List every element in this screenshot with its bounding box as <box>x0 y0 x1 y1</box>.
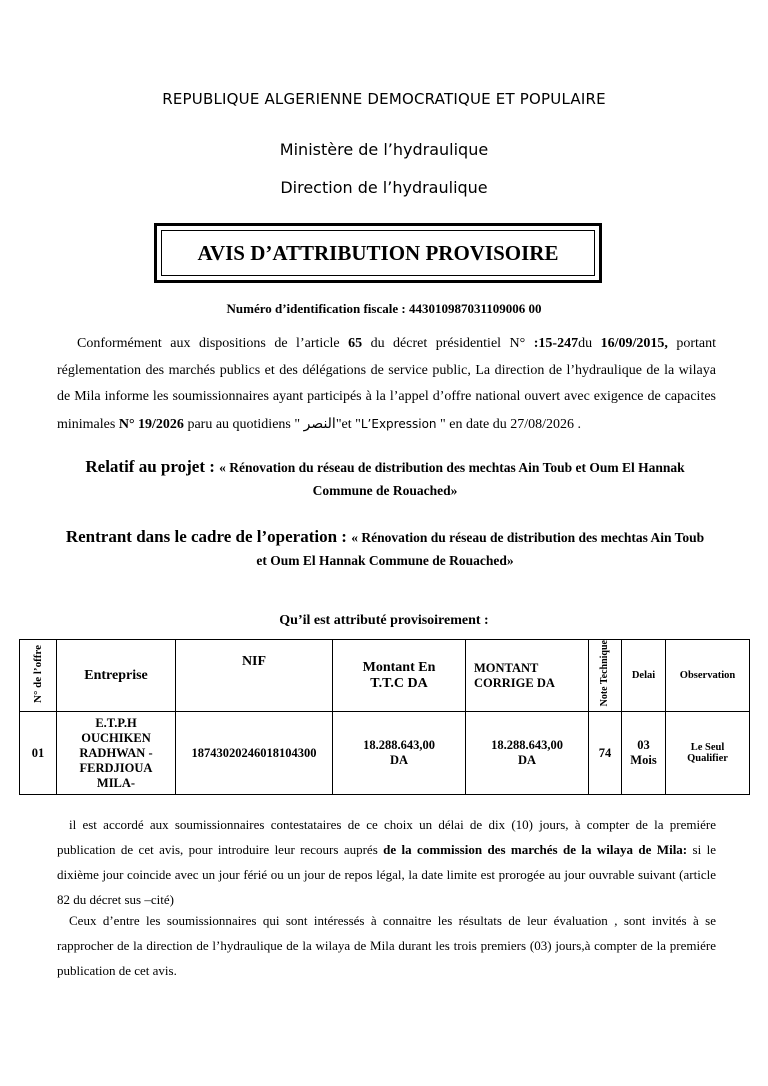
recourse-paragraph <box>57 812 716 912</box>
title-box <box>154 223 602 283</box>
newspaper-2: L’Expression <box>360 416 437 431</box>
intro-text-6: "et " <box>335 416 361 432</box>
recourse-text-1: il est accordé aux soumissionnaires contestataires de ce choix un délai de dix (10) jours, à compter de la premiére publication de cet avis, pour introduire leur recours auprés <box>57 817 716 857</box>
intro-text-4: portant réglementation des marchés publics et des délégations de service public, La direction de l’hydraulique de la wilaya de Mila informe les soumissionnaires ayant participés à la l’appel d’offre national ouvert avec exigence de capacites minimales <box>57 336 717 432</box>
closing-paragraph: Ceux d’entre les soumissionnaires qui sont intéressés à connaitre les résultats de leur évaluation , sont invités à se rapprocher de la direction de l’hydraulique de la wilaya de Mila durant les trois premiers (03) jours,à compter de la premiére publication de cet avis. <box>57 913 716 978</box>
header-nif: NIF <box>176 640 333 712</box>
cell-amount: 18.288.643,00 DA <box>333 712 466 795</box>
intro-text-1: Conformément aux dispositions de l’article <box>77 336 349 351</box>
cell-company: E.T.P.H OUCHIKEN RADHWAN -FERDJIOUA MILA- <box>57 712 176 795</box>
page-title: AVIS D’ATTRIBUTION PROVISOIRE <box>161 230 595 276</box>
cell-tech-note: 74 <box>589 712 622 795</box>
intro-text-7: " en date du 27/08/2026 . <box>436 416 582 432</box>
operation-text: « Rénovation du réseau de distribution des mechtas Ain Toub et Oum El Hannak Commune de Rouached» <box>256 530 705 568</box>
decree-date: 16/09/2015, <box>600 336 668 351</box>
header-corrected: MONTANT CORRIGE DA <box>466 640 589 712</box>
recourse-text-2: si le dixième jour coincide avec un jour férié ou un jour de repos légal, la date limite est prorogée au jour ouvrable suivant (article 82 du décret sus –cité) <box>57 842 716 907</box>
republic-heading: REPUBLIQUE ALGERIENNE DEMOCRATIQUE ET POPULAIRE <box>162 90 606 108</box>
project-label: Relatif au projet : <box>85 457 220 476</box>
cell-corrected: 18.288.643,00 DA <box>466 712 589 795</box>
attribution-table <box>19 639 750 795</box>
header-delay: Delai <box>622 640 666 712</box>
header-company: Entreprise <box>57 640 176 712</box>
header-amount: Montant En T.T.C DA <box>333 640 466 712</box>
cell-delay: 03 Mois <box>622 712 666 795</box>
table-header-row <box>20 640 750 712</box>
intro-text-2: du décret présidentiel N° <box>362 336 534 351</box>
intro-text-5: paru au quotidiens " <box>183 416 304 432</box>
header-observation: Observation <box>666 640 750 712</box>
decree-number: :15-247 <box>533 336 579 351</box>
intro-text-3: du <box>578 336 601 351</box>
fiscal-id-line: Numéro d’identification fiscale : 443010987031109006 00 <box>226 301 542 316</box>
cell-offer-no: 01 <box>20 712 57 795</box>
header-offer-no: N° de l’offre <box>20 640 57 712</box>
newspaper-1: النصر <box>303 416 336 432</box>
cell-nif: 18743020246018104300 <box>176 712 333 795</box>
article-number: 65 <box>348 336 363 351</box>
tender-number: N° 19/2026 <box>118 416 184 432</box>
ministry-heading: Ministère de l’hydraulique <box>279 140 489 159</box>
project-block <box>60 455 710 502</box>
recourse-commission: de la commission des marchés de la wilaya de Mila: <box>383 842 688 857</box>
table-row <box>20 712 750 795</box>
operation-label: Rentrant dans le cadre de l’operation : <box>65 527 352 546</box>
project-text: « Rénovation du réseau de distribution des mechtas Ain Toub et Oum El Hannak Commune de Rouached» <box>219 460 685 498</box>
header-tech-note: Note Technique <box>589 640 622 712</box>
intro-paragraph <box>57 331 716 438</box>
attribution-caption: Qu’il est attributé provisoirement : <box>279 613 489 628</box>
cell-observation: Le Seul Qualifier <box>666 712 750 795</box>
operation-block <box>60 525 710 572</box>
direction-heading: Direction de l’hydraulique <box>280 178 488 197</box>
